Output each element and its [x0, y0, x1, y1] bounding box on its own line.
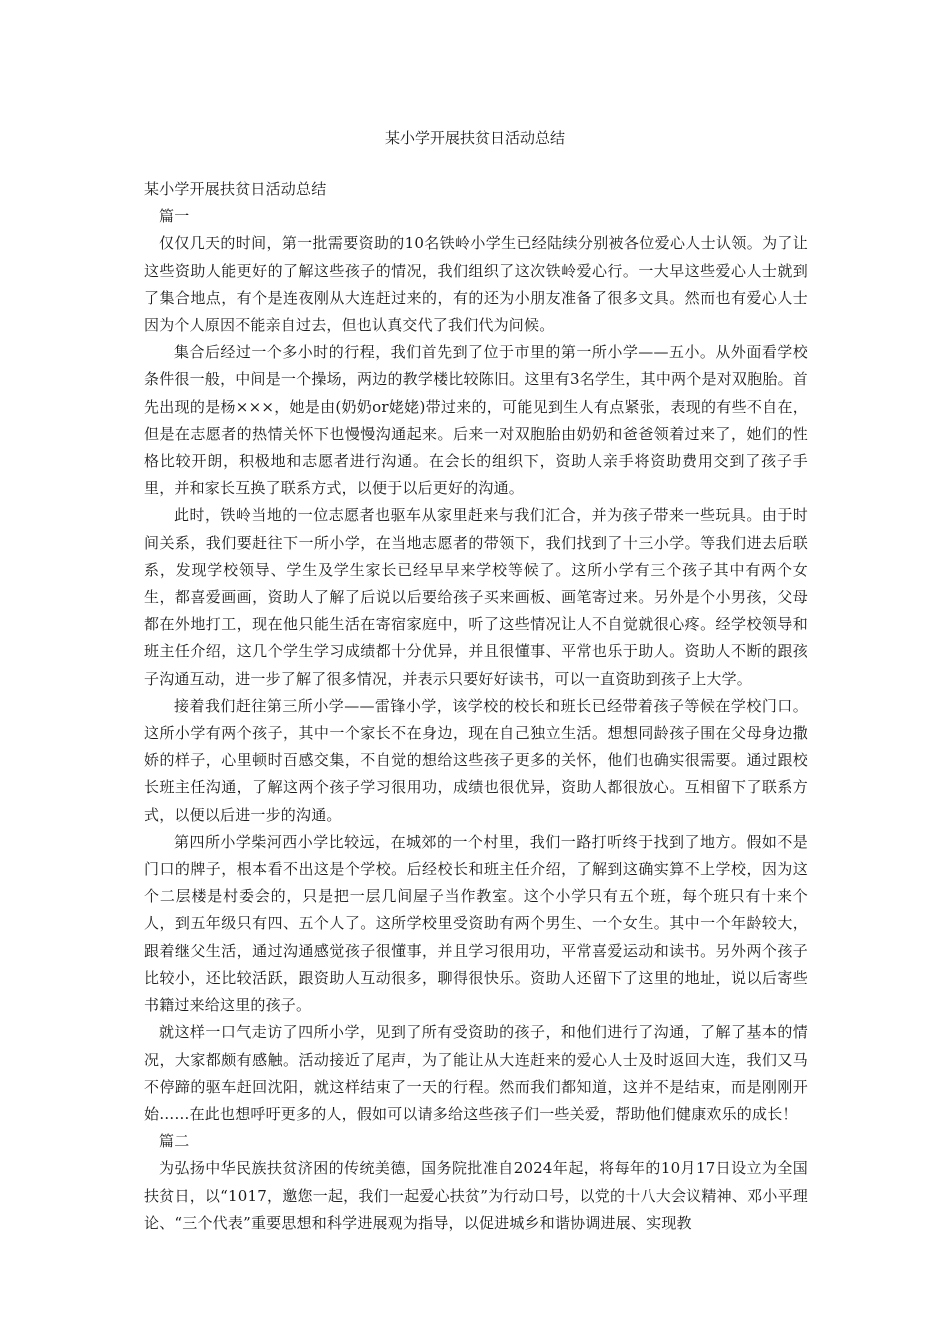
paragraph: 仅仅几天的时间，第一批需要资助的10名铁岭小学生已经陆续分别被各位爱心人士认领。为了让这些资助人能更好的了解这些孩子的情况，我们组织了这次铁岭爱心行。一大早这些爱心人士就到了集合地点，有个是连夜刚从大连赶过来的，有的还为小朋友准备了很多文具。然而也有爱心人士因为个人原因不能亲自过去，但也认真交代了我们代为问候。: [144, 234, 808, 335]
paragraph: 第四所小学柴河西小学比较远，在城郊的一个村里，我们一路打听终于找到了地方。假如不是门口的牌子，根本看不出这是个学校。后经校长和班主任介绍，了解到这确实算不上学校，因为这个二层楼是村委会的，只是把一层几间屋子当作教室。这个小学只有五个班，每个班只有十来个人，到五年级只有四、五个人了。这所学校里受资助有两个男生、一个女生。其中一个年龄较大，跟着继父生活，通过沟通感觉孩子很懂事，并且学习很用功，平常喜爱运动和读书。另外两个孩子比较小，还比较活跃，跟资助人互动很多，聊得很快乐。资助人还留下了这里的地址，说以后寄些书籍过来给这里的孩子。: [144, 832, 808, 1015]
document-subtitle: 某小学开展扶贫日活动总结: [144, 180, 327, 198]
paragraph: 集合后经过一个多小时的行程，我们首先到了位于市里的第一所小学——五小。从外面看学校条件很一般，中间是一个操场，两边的教学楼比较陈旧。这里有3名学生，其中两个是对双胞胎。首先出现的是杨×××，她是由(奶奶or姥姥)带过来的，可能见到生人有点紧张，表现的有些不自在，但是在志愿者的热情关怀下也慢慢沟通起来。后来一对双胞胎由奶奶和爸爸领着过来了，她们的性格比较开朗，积极地和志愿者进行沟通。在会长的组织下，资助人亲手将资助费用交到了孩子手里，并和家长互换了联系方式，以便于以后更好的沟通。: [144, 343, 808, 498]
paragraph: 为弘扬中华民族扶贫济困的传统美德，国务院批准自2024年起，将每年的10月17日设立为全国扶贫日，以“1017，邀您一起，我们一起爱心扶贫”为行动口号，以党的十八大会议精神、邓小平理论、“三个代表”重要思想和科学进展观为指导，以促进城乡和谐协调进展、实现教: [144, 1159, 808, 1232]
section-label-part-one: 篇一: [159, 207, 190, 226]
section-label-part-two: 篇二: [159, 1132, 190, 1151]
paragraph: 就这样一口气走访了四所小学，见到了所有受资助的孩子，和他们进行了沟通，了解了基本的情况，大家都颇有感触。活动接近了尾声，为了能让从大连赶来的爱心人士及时返回大连，我们又马不停蹄的驱车赶回沈阳，就这样结束了一天的行程。然而我们都知道，这并不是结束，而是刚刚开始……在此也想呼吁更多的人，假如可以请多给这些孩子们一些关爱，帮助他们健康欢乐的成长！: [144, 1023, 808, 1123]
document-body: [144, 176, 808, 1237]
paragraph: 此时，铁岭当地的一位志愿者也驱车从家里赶来与我们汇合，并为孩子带来一些玩具。由于时间关系，我们要赶往下一所小学，在当地志愿者的带领下，我们找到了十三小学。等我们进去后联系，发现学校领导、学生及学生家长已经早早来学校等候了。这所小学有三个孩子其中有两个女生，都喜爱画画，资助人了解了后说以后要给孩子买来画板、画笔寄过来。另外是个小男孩，父母都在外地打工，现在他只能生活在寄宿家庭中，听了这些情况让人不自觉就很心疼。经学校领导和班主任介绍，这几个学生学习成绩都十分优异，并且很懂事、平常也乐于助人。资助人不断的跟孩子沟通互动，进一步了解了很多情况，并表示只要好好读书，可以一直资助到孩子上大学。: [144, 506, 808, 688]
paragraph: 接着我们赶往第三所小学——雷锋小学，该学校的校长和班长已经带着孩子等候在学校门口。这所小学有两个孩子，其中一个家长不在身边，现在自己独立生活。想想同龄孩子围在父母身边撒娇的样子，心里顿时百感交集，不自觉的想给这些孩子更多的关怀，他们也确实很需要。通过跟校长班主任沟通，了解这两个孩子学习很用功，成绩也很优异，资助人都很放心。互相留下了联系方式，以便以后进一步的沟通。: [144, 696, 808, 824]
document-title: 某小学开展扶贫日活动总结: [384, 129, 565, 147]
